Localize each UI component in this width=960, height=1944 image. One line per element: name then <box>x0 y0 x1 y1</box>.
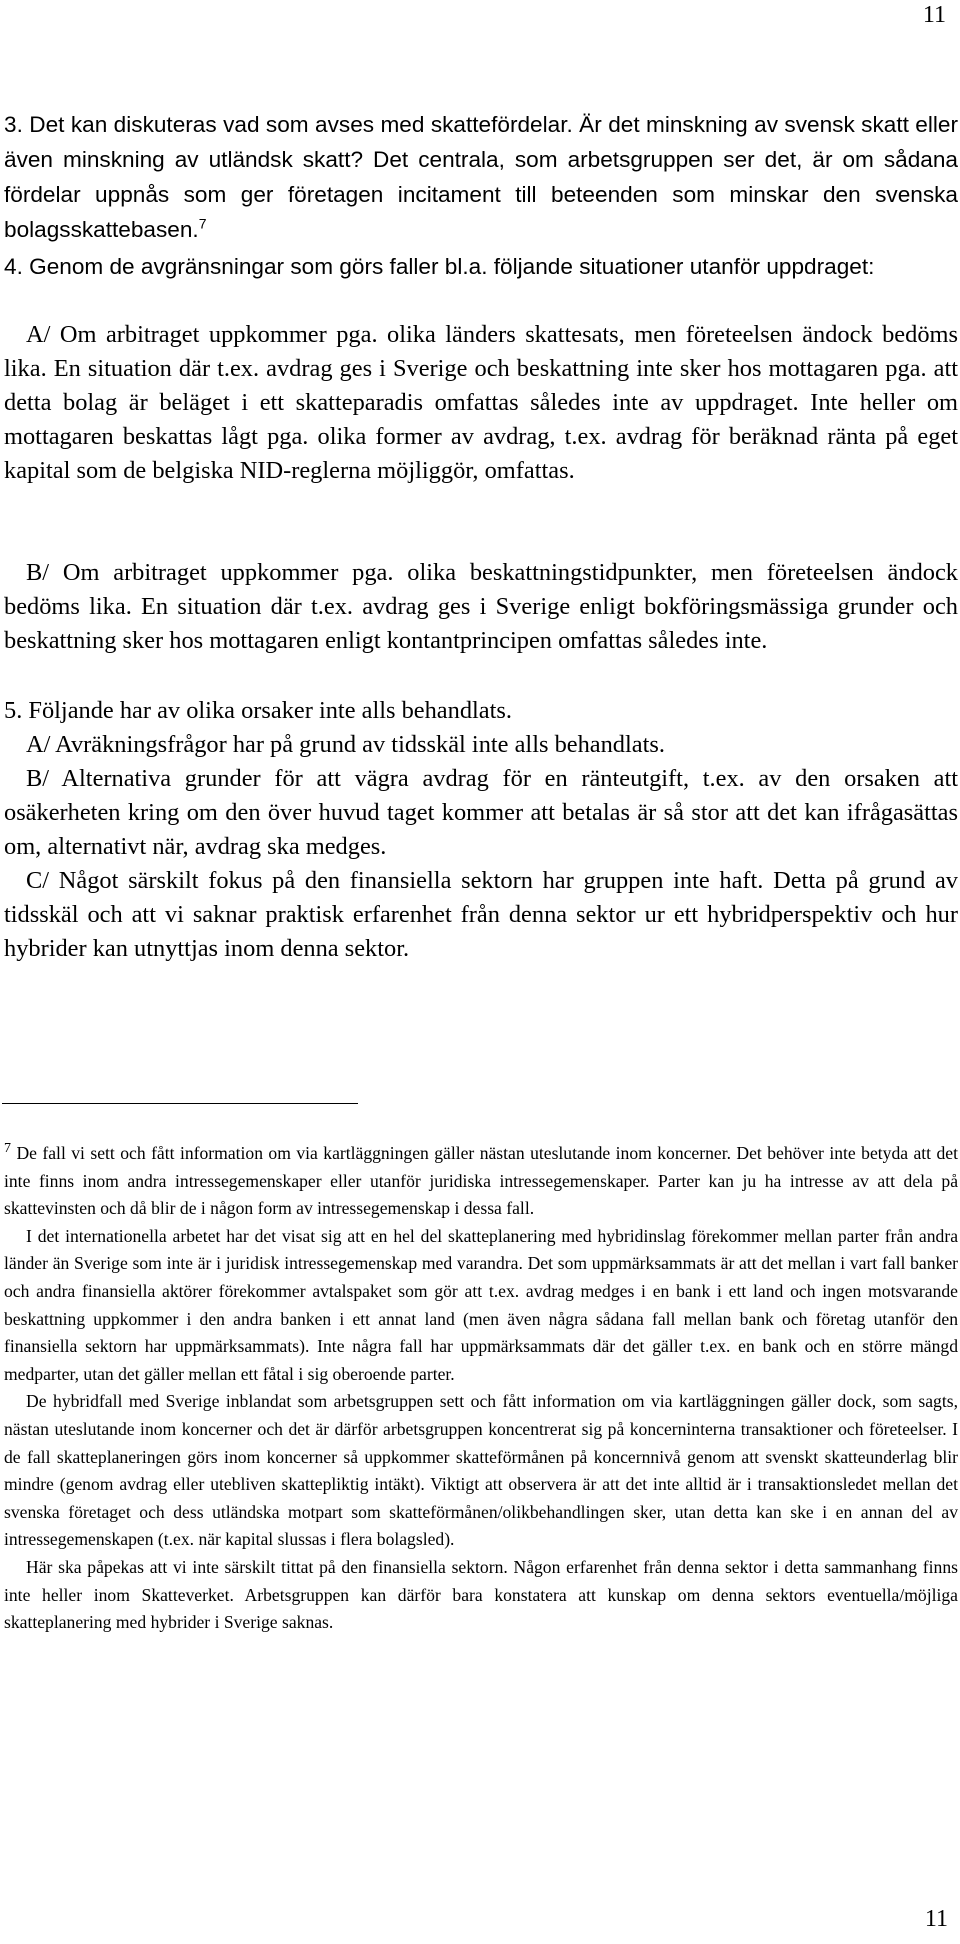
footnote-paragraph-1 <box>4 1140 958 1223</box>
footnote-text-1: De fall vi sett och fått information om via kartläggningen gäller nästan uteslutande inom koncerner. Det behöver inte betyda att det inte finns inom andra intressegemenskaper eller utanför juridiska intressegemenskaper. Parter kan ju ha intresse av att dela på skattevinsten och då blir de i någon form av intressegemenskap i dessa fall. <box>4 1143 958 1219</box>
page-number-top: 11 <box>922 2 946 28</box>
footnote-ref: 7 <box>198 215 207 232</box>
section-5-item-b: B/ Alternativa grunder för att vägra avdrag för en ränteutgift, t.ex. av den orsaken att osäkerheten kring om den över huvud taget kommer att betalas är så stor att det kan ifrågasättas om, alternativt när, avdrag ska medges. <box>4 765 958 860</box>
footnote-paragraph-4: Här ska påpekas att vi inte särskilt tittat på den finansiella sektorn. Någon erfarenhet från denna sektor i detta sammanhang finns inte heller inom Skatteverket. Arbetsgruppen kan därför bara konstatera att kunskap om denna sektors eventuella/möjliga skatteplanering med hybrider i Sverige saknas. <box>4 1556 958 1633</box>
page-number-bottom: 11 <box>924 1906 948 1932</box>
section-4-intro: 4. Genom de avgränsningar som görs faller bl.a. följande situationer utanför uppdraget: <box>4 254 875 279</box>
footnote-separator <box>2 1103 358 1104</box>
section-3-text: 3. Det kan diskuteras vad som avses med skattefördelar. Är det minskning av svensk skatt eller även minskning av utländsk skatt? Det centrala, som arbetsgruppen ser det, är om sådana fördelar uppnås som ger företagen incitament till beteenden som minskar den svenska bolagsskattebasen. <box>4 112 958 242</box>
section-5-item-c: C/ Något särskilt fokus på den finansiella sektorn har gruppen inte haft. Detta på grund av tidsskäl och att vi saknar praktisk erfarenhet från denna sektor ur ett hybridperspektiv och hur hybrider kan utnyttjas inom denna sektor. <box>4 867 958 962</box>
section-5-intro: 5. Följande har av olika orsaker inte alls behandlats. <box>4 697 512 724</box>
footnote-marker: 7 <box>4 1141 11 1157</box>
section-3-paragraph <box>4 107 958 247</box>
section-4-item-a: A/ Om arbitraget uppkommer pga. olika länders skattesats, men företeelsen ändock bedöms lika. En situation där t.ex. avdrag ges i Sverige och beskattning inte sker hos mottagaren pga. att detta bolag är beläget i ett skatteparadis omfattas således inte av uppdraget. Inte heller om mottagaren beskattas lågt pga. olika former av avdrag, t.ex. avdrag för beräknad ränta på eget kapital som de belgiska NID-reglerna möjliggör, omfattas. <box>4 321 958 484</box>
footnote-paragraph-2: I det internationella arbetet har det visat sig att en hel del skatteplanering med hybridinslag förekommer mellan parter från andra länder än Sverige som inte är i juridisk intressegemenskap med varandra. Det som uppmärksammats är att det mellan i vart fall banker och andra finansiella aktörer förekommer avtalspaket som gör att t.ex. avdrag medges i en bank i ett land och ingen motsvarande beskattning uppkommer i den andra banken i ett annat land (men även några sådana fall mellan bank och företag utanför den finansiella sektorn har uppmärksammats). Inte några fall har uppmärksammats där det gäller t.ex. en bank och en större mängd medparter, utan det gäller mellan ett fåtal i sig oberoende parter. <box>4 1225 958 1384</box>
footnote <box>4 1140 958 1637</box>
section-4-item-b: B/ Om arbitraget uppkommer pga. olika beskattningstidpunkter, men företeelsen ändock bedöms lika. En situation där t.ex. avdrag ges i Sverige enligt bokföringsmässiga grunder och beskattning sker hos mottagaren enligt kontantprincipen omfattas således inte. <box>4 559 958 654</box>
footnote-paragraph-3: De hybridfall med Sverige inblandat som arbetsgruppen sett och fått information om via kartläggningen gäller dock, som sagts, nästan uteslutande inom koncerner och det är därför arbetsgruppen koncentrerat sig på koncerninterna transaktioner och företeelser. I de fall skatteplaneringen görs inom koncerner så uppkommer skatteförmånen på koncernnivå genom att svenskt skatteunderlag blir mindre (genom avdrag eller utebliven skattepliktig intäkt). Viktigt att observera är att det inte alltid är i transaktionsledet mellan det svenska företaget och dess utländska motpart som skatteförmånen/olikbehandlingen sker, utan detta kan ske i en annan del av intressegemenskapen (t.ex. när kapital slussas i flera bolagsled). <box>4 1391 958 1550</box>
section-5-item-a: A/ Avräkningsfrågor har på grund av tidsskäl inte alls behandlats. <box>26 731 665 758</box>
